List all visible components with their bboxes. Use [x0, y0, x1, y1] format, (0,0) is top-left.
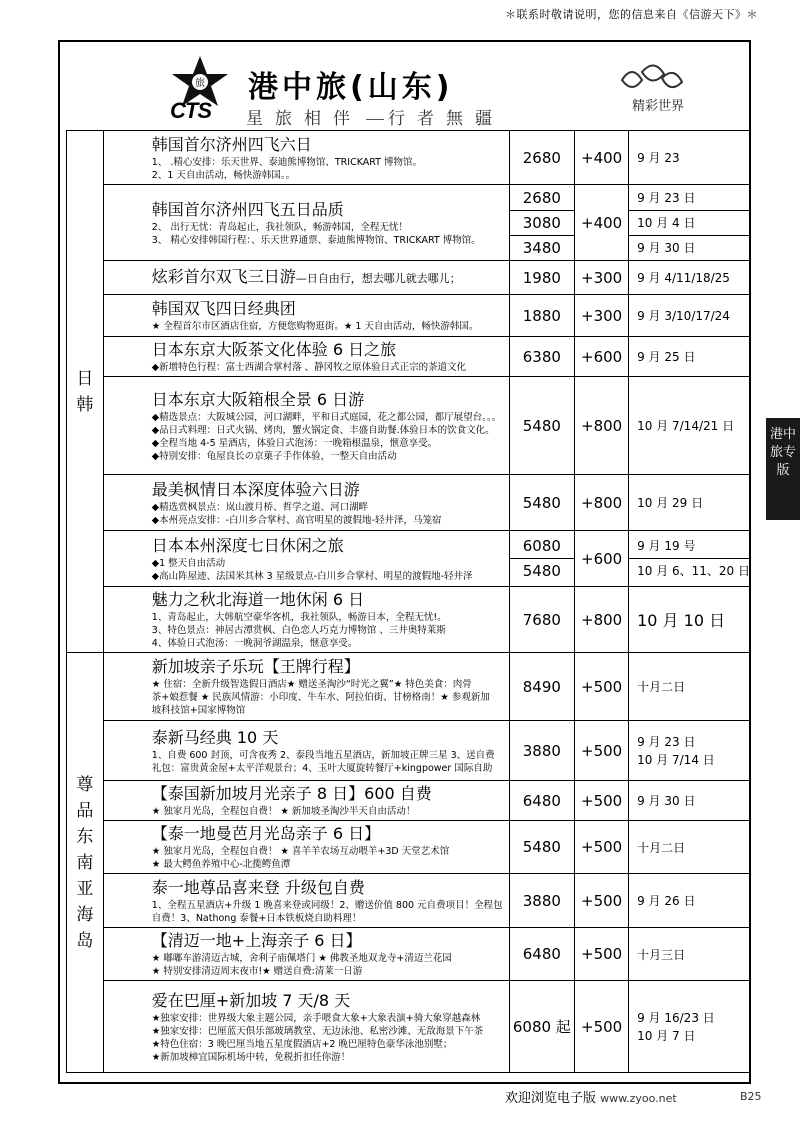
date-value: 10 月 10 日	[637, 611, 726, 630]
tour-item	[103, 185, 509, 261]
tour-row	[67, 185, 751, 261]
price-value: 5480	[522, 416, 561, 435]
tour-surcharge: +500	[575, 981, 629, 1073]
tour-dates	[629, 295, 751, 337]
tour-surcharge: +600	[575, 337, 629, 377]
tour-title	[152, 339, 503, 361]
brand-name: 港中旅(山东)	[248, 70, 454, 105]
tour-price	[509, 131, 575, 185]
tour-item	[103, 781, 509, 821]
tour-row	[67, 981, 751, 1073]
tour-row	[67, 653, 751, 721]
footer-url[interactable]: www.zyoo.net	[600, 1092, 677, 1105]
tour-title	[152, 823, 503, 845]
tour-dates	[629, 821, 751, 874]
tour-dates	[629, 721, 751, 781]
tour-row	[67, 587, 751, 653]
tour-price	[509, 261, 575, 295]
tour-title	[152, 199, 503, 221]
tour-dates	[629, 261, 751, 295]
price-value: 1880	[522, 306, 561, 325]
tour-item	[103, 653, 509, 721]
price-value: 3480	[510, 235, 575, 260]
tour-row	[67, 475, 751, 531]
tour-dates	[629, 337, 751, 377]
tour-desc-line: ★特色住宿：3 晚巴厘当地五星度假酒店+2 晚巴厘特色豪华泳池别墅；	[151, 1038, 453, 1050]
tour-item	[103, 821, 509, 874]
price-value: 6080	[522, 537, 561, 555]
tour-price	[509, 981, 575, 1073]
tour-desc-line: ◆1 整天自由活动	[151, 557, 226, 569]
tour-title	[152, 266, 503, 290]
price-value: 3880	[522, 891, 561, 910]
tour-desc-line: 礼包：富贵黄金屋+太平洋观景台；4、玉叶大厦旋转餐厅+kingpower 国际自助	[151, 762, 493, 774]
splendid-world-logo-icon	[614, 58, 694, 120]
svg-text:精彩世界: 精彩世界	[632, 99, 685, 114]
date-value: 9 月 23	[637, 151, 680, 165]
tour-title-text: 日本东京大阪箱根全景 6 日游	[151, 389, 365, 409]
tour-surcharge: +500	[575, 653, 629, 721]
tour-dates	[629, 781, 751, 821]
tour-item	[103, 874, 509, 928]
tour-desc-line: 1、青岛起止，大韩航空豪华客机，我社领队，畅游日本，全程无忧!。	[151, 612, 447, 623]
tour-desc-line: 1、 .精心安排：乐天世界、泰迪熊博物馆、TRICKART 博物馆。	[151, 156, 422, 168]
tour-price	[509, 295, 575, 337]
date-value: 10 月 29 日	[637, 496, 704, 510]
tour-dates	[629, 531, 751, 587]
tour-desc-line: ★独家安排：巴厘蓝天俱乐部玻璃教堂、无边泳池、私密沙滩、无敌海景下午茶	[151, 1025, 484, 1037]
tour-dates	[629, 874, 751, 928]
tour-surcharge: +800	[575, 377, 629, 475]
price-value: 2680	[522, 188, 561, 207]
tour-title	[152, 589, 503, 611]
tour-title-text: 【泰一地曼芭月光岛亲子 6 日】	[151, 824, 381, 843]
tour-desc-line: ◆本州亮点安排：-白川乡合掌村、高官明星的渡假地-轻井泽，马笼宿	[151, 514, 442, 526]
tour-title-text: 韩国双飞四日经典团	[151, 299, 296, 318]
tour-title-text: 爱在巴厘+新加坡 7 天/8 天	[151, 990, 351, 1010]
tour-title	[152, 990, 503, 1012]
price-value: 5480	[522, 493, 561, 512]
tour-desc-line: 茶+娘惹餐 ★ 民族风情游：小印度、牛车水、阿拉伯街、甘榜格南！★ 参观新加	[151, 692, 490, 703]
tour-title-text: 韩国首尔济州四飞五日品质	[151, 199, 344, 219]
price-value: 3880	[522, 741, 561, 760]
date-value: 十月二日	[637, 680, 686, 694]
tour-title-text: 【清迈一地+上海亲子 6 日】	[151, 931, 362, 950]
tour-desc-line: 1、自费 600 封顶，可含夜秀 2、泰段当地五星酒店，新加坡正牌三星 3、送自费	[151, 749, 495, 761]
tour-desc-line: ◆特别安排：龟屋良长の京菓子手作体验，一整天自由活动	[151, 450, 397, 462]
footer-welcome: 欢迎浏览电子版	[505, 1091, 597, 1106]
tour-surcharge: +500	[575, 928, 629, 981]
date-value: 十月三日	[637, 947, 686, 962]
svg-text:旅: 旅	[195, 78, 205, 89]
tour-price	[509, 185, 575, 261]
tour-title-text: 泰新马经典 10 天	[151, 727, 279, 747]
tour-desc-line: 3、 精心安排韩国行程：、乐天世界通票、泰迪熊博物馆、TRICKART 博物馆。	[151, 234, 481, 246]
price-value: 6080 起	[512, 1018, 571, 1036]
tour-desc-line: 3、特色景点：神居古潭赏枫、白色恋人巧克力博物馆 、三井奥特莱斯	[151, 625, 446, 636]
page-number: B25	[740, 1090, 762, 1103]
tour-surcharge: +500	[575, 781, 629, 821]
tour-title-text: 日本本州深度七日休闲之旅	[151, 535, 344, 555]
side-tab: 港中旅专版	[766, 418, 800, 520]
tour-desc-line: ◆全程当地 4-5 星酒店，体验日式泡汤：一晚箱根温泉，惬意享受。	[151, 437, 438, 449]
tour-title	[152, 930, 503, 952]
tour-desc-line: ★新加坡樟宜国际机场中转，免税折扣任你游！	[151, 1051, 351, 1063]
tour-title	[152, 479, 503, 501]
slogan-left: 星旅相伴	[246, 109, 362, 129]
tour-item	[103, 131, 509, 185]
tour-item	[103, 295, 509, 337]
header-banner	[60, 42, 749, 132]
region-label: 尊 品 东 南 亚 海 岛	[67, 653, 104, 1073]
tour-title-text: 韩国首尔济州四飞六日	[151, 134, 312, 154]
contact-note: ＊联系时敬请说明，您的信息来自《信游天下》＊	[505, 8, 758, 21]
price-value: 2680	[522, 148, 561, 167]
tour-price	[509, 531, 575, 587]
tour-row	[67, 928, 751, 981]
tour-desc-line: ◆精选赏枫景点：岚山渡月桥、哲学之道、河口湖畔	[151, 501, 369, 513]
tour-surcharge: +300	[575, 261, 629, 295]
price-value: 8490	[522, 677, 561, 696]
tour-dates	[629, 185, 751, 261]
price-value: 5480	[522, 838, 561, 856]
date-value: 9 月 16/23 日	[637, 1010, 715, 1025]
tour-title	[152, 656, 503, 678]
tour-desc-line: 自费！3、Nathong 泰餐+日本铁板烧自助料理！	[151, 912, 362, 924]
tour-desc-line: ★ 住宿：全新升级智选假日酒店★ 赠送圣淘沙“时光之翼”★ 特色美食：肉骨	[151, 679, 472, 690]
footer	[505, 1087, 677, 1106]
tour-price	[509, 377, 575, 475]
tour-dates	[629, 377, 751, 475]
tour-desc-line: ★ 独家月光岛，全程包自费！ ★ 喜羊羊农场互动喂羊+3D 天堂艺术馆	[151, 846, 450, 857]
date-value: 9 月 23 日	[637, 734, 696, 749]
price-value: 6380	[522, 347, 561, 366]
slogan-right: 行者無疆	[388, 109, 504, 129]
slogan	[246, 104, 504, 129]
tour-title-text: 泰一地尊品喜来登 升级包自费	[151, 877, 365, 897]
date-value: 10 月 7 日	[637, 1028, 696, 1043]
tour-item	[103, 475, 509, 531]
tour-title-text: 日本东京大阪茶文化体验 6 日之旅	[151, 340, 397, 359]
tour-row	[67, 821, 751, 874]
price-value: 5480	[510, 558, 575, 583]
tour-desc-line: 2、1 天自由活动，畅快游韩国。。	[151, 169, 296, 181]
tour-item	[103, 377, 509, 475]
tour-surcharge: +400	[575, 185, 629, 261]
tour-item	[103, 981, 509, 1073]
tour-dates	[629, 587, 751, 653]
tour-surcharge: +300	[575, 295, 629, 337]
tour-item	[103, 587, 509, 653]
tour-title	[152, 877, 503, 899]
tour-desc-line: ★ 最大鳄鱼养殖中心-北揽鳄鱼潭	[151, 859, 291, 870]
tour-row	[67, 131, 751, 185]
tour-price	[509, 587, 575, 653]
date-value: 9 月 4/11/18/25	[637, 271, 730, 285]
region-label: 日 韩	[67, 131, 104, 653]
date-value: 10 月 6、11、20 日	[629, 558, 750, 583]
tour-desc-line: ★独家安排：世界级大象主题公园，亲手喂食大象+大象表演+骑大象穿越森林	[151, 1012, 481, 1024]
date-value: 9 月 19 号	[637, 539, 696, 553]
tour-row	[67, 261, 751, 295]
tour-price	[509, 781, 575, 821]
tour-item	[103, 337, 509, 377]
tour-price	[509, 337, 575, 377]
date-value: 10 月 7/14/21 日	[637, 419, 735, 433]
tour-row	[67, 781, 751, 821]
tour-title-text: 【泰国新加坡月光亲子 8 日】600 自费	[151, 784, 432, 803]
tour-desc-line: 坡科技馆+国家博物馆	[151, 705, 246, 716]
tour-row	[67, 337, 751, 377]
tour-surcharge: +500	[575, 721, 629, 781]
price-value: 7680	[522, 610, 561, 629]
tour-title-text: 炫彩首尔双飞三日游	[151, 266, 296, 286]
tour-desc-line: ◆新增特色行程：富士西湖合掌村落 、静冈牧之原体验日式正宗的茶道文化	[151, 362, 467, 373]
tour-price	[509, 653, 575, 721]
tour-item	[103, 928, 509, 981]
tour-title	[152, 134, 503, 156]
tour-desc-line: ◆高山阵屋迹、法国米其林 3 星级景点-白川乡合掌村、明星的渡假地-轻井泽	[151, 570, 473, 582]
tour-row	[67, 874, 751, 928]
tour-row	[67, 531, 751, 587]
tour-surcharge: +400	[575, 131, 629, 185]
tour-title-text: 新加坡亲子乐玩【王牌行程】	[151, 657, 360, 676]
tour-dates	[629, 928, 751, 981]
tour-title	[152, 535, 503, 557]
date-value: 9 月 26 日	[637, 894, 696, 908]
tour-desc-line: 2、 出行无忧：青岛起止，我社领队，畅游韩国，全程无忧！	[151, 221, 408, 233]
tour-title-text: 最美枫情日本深度体验六日游	[151, 479, 360, 499]
date-value: 9 月 30 日	[637, 794, 696, 808]
tour-price	[509, 821, 575, 874]
date-value: 9 月 30 日	[629, 235, 750, 260]
tour-title	[152, 389, 503, 411]
tour-surcharge: +600	[575, 531, 629, 587]
tour-row	[67, 377, 751, 475]
date-value: 10 月 4 日	[629, 210, 750, 235]
cts-logo-text: CTS	[170, 98, 211, 123]
tour-title	[152, 783, 503, 805]
tour-dates	[629, 981, 751, 1073]
tour-price	[509, 874, 575, 928]
price-value: 3080	[510, 210, 575, 235]
tour-row	[67, 721, 751, 781]
tour-surcharge: +500	[575, 821, 629, 874]
tour-desc-line: 4、体验日式泡汤：一晚洞爷湖温泉，惬意享受。	[151, 638, 358, 649]
tour-price	[509, 928, 575, 981]
tour-price	[509, 721, 575, 781]
tour-desc-line: ◆精选景点：大阪城公园，河口湖畔，平和日式庭园，花之都公园，都厅展望台。。。	[151, 411, 502, 423]
date-value: 9 月 25 日	[637, 350, 696, 364]
tour-title	[152, 298, 503, 320]
tour-surcharge: +800	[575, 475, 629, 531]
tour-title-note: —日自由行，想去哪儿就去哪儿；	[295, 271, 461, 285]
tour-desc-line: ★ 特别安排清迈周末夜市!★ 赠送自费:清莱一日游	[151, 966, 363, 977]
tour-desc-line: ★ 嘟嘟车游清迈古城，舍利子庙佩塔门 ★ 佛教圣地双龙寺+清迈兰花园	[151, 953, 452, 964]
tour-surcharge: +500	[575, 874, 629, 928]
tour-title	[152, 727, 503, 749]
tour-item	[103, 721, 509, 781]
date-value: 十月二日	[637, 840, 686, 855]
tour-table	[66, 130, 751, 1073]
date-value: 9 月 23 日	[637, 190, 696, 205]
date-value: 10 月 7/14 日	[637, 752, 715, 767]
date-value: 9 月 3/10/17/24	[637, 309, 730, 323]
tour-item	[103, 531, 509, 587]
tour-dates	[629, 475, 751, 531]
tour-row	[67, 295, 751, 337]
tour-surcharge: +800	[575, 587, 629, 653]
price-value: 6480	[522, 791, 561, 810]
tour-desc-line: ◆品日式料理：日式火锅、烤肉，蟹火锅定食、丰盛自助餐.体验日本的饮食文化。	[151, 424, 495, 436]
tour-dates	[629, 131, 751, 185]
price-value: 1980	[522, 268, 561, 287]
tour-desc-line: ★ 全程首尔市区酒店住宿，方便您购物逛街。★ 1 天自由活动，畅快游韩国。	[151, 321, 479, 332]
tour-desc-line: ★ 独家月光岛，全程包自费！ ★ 新加坡圣淘沙半天自由活动！	[151, 806, 416, 817]
tour-title-text: 魅力之秋北海道一地休闲 6 日	[151, 590, 365, 609]
tour-desc-line: 1、全程五星酒店+升级 1 晚喜来登或同级！2、赠送价值 800 元自费项目！全程包	[151, 899, 503, 911]
tour-item	[103, 261, 509, 295]
tour-dates	[629, 653, 751, 721]
price-value: 6480	[522, 945, 561, 963]
tour-price	[509, 475, 575, 531]
